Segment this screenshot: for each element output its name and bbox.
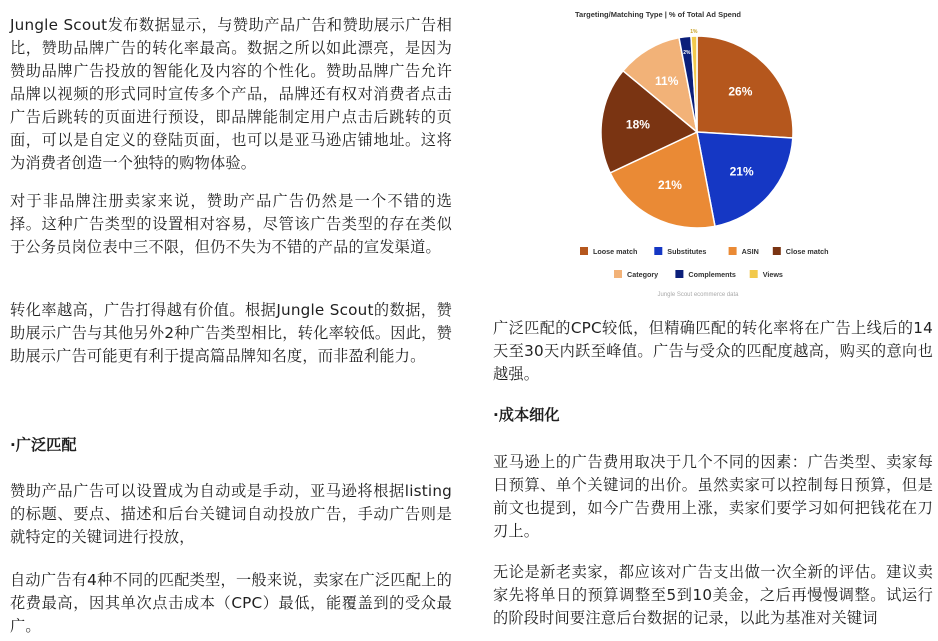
pie-label-complements: 2% — [683, 49, 691, 56]
legend-swatch-close-match — [773, 247, 781, 255]
legend-label-views: Views — [762, 270, 783, 279]
legend-swatch-category — [614, 270, 622, 278]
legend-label-complements: Complements — [688, 270, 736, 279]
legend-swatch-complements — [675, 270, 683, 278]
legend-label-loose-match: Loose match — [593, 247, 638, 256]
pie-label-category: 11% — [655, 73, 679, 88]
pie-label-views: 1% — [690, 29, 698, 36]
legend-swatch-asin — [729, 247, 737, 255]
chart-title: Targeting/Matching Type | % of Total Ad Spend — [575, 10, 741, 19]
legend-swatch-views — [750, 270, 758, 278]
pie-label-loose-match: 26% — [728, 84, 753, 99]
chart-source: Jungle Scout ecommerce data — [657, 292, 739, 298]
pie-label-close-match: 18% — [625, 117, 650, 132]
pie-chart-svg — [560, 0, 846, 300]
legend-label-close-match: Close match — [785, 247, 829, 256]
legend-label-substitutes: Substitutes — [667, 247, 707, 256]
pie-slices — [601, 29, 793, 228]
ad-spend-pie-chart — [560, 0, 846, 300]
paragraph-match-types: 自动广告有4种不同的匹配类型，一般来说，卖家在广泛匹配上的花费最高，因其单次点击成本（CPC）最低，能覆盖到的受众最广。 — [10, 571, 452, 635]
paragraph-auto-manual: 赞助产品广告可以设置成为自动或是手动，亚马逊将根据listing的标题、要点、描述和后台关键词自动投放广告，手动广告则是就特定的关键词进行投放， — [10, 482, 452, 546]
paragraph-non-brand-sellers: 对于非品牌注册卖家来说，赞助产品广告仍然是一个不错的选择。这种广告类型的设置相对容易，尽管该广告类型的存在类似于公务员岗位表中三不限，但仍不失为不错的产品的宣发渠道。 — [10, 192, 452, 256]
paragraph-cpc-exact-match: 广泛匹配的CPC较低，但精确匹配的转化率将在广告上线后的14天至30天内跃至峰值。广告与受众的匹配度越高，购买的意向也越强。 — [493, 319, 933, 383]
paragraph-budget-evaluation: 无论是新老卖家，都应该对广告支出做一次全新的评估。建议卖家先将单日的预算调整至5到10美金，之后再慢慢调整。试运行的阶段时间要注意后台数据的记录，以此为基准对关键词 — [493, 563, 933, 627]
legend-swatch-substitutes — [654, 247, 662, 255]
paragraph-ad-cost-factors: 亚马逊上的广告费用取决于几个不同的因素：广告类型、卖家每日预算、单个关键词的出价。虽然卖家可以控制每日预算，但是前文也提到，如今广告费用上涨，卖家们要学习如何把钱花在刀刃上。 — [493, 453, 933, 540]
chart-legend — [580, 247, 829, 279]
paragraph-conversion-rate: 转化率越高，广告打得越有价值。根据Jungle Scout的数据，赞助展示广告与其他另外2种广告类型相比，转化率较低。因此，赞助展示广告可能更有利于提高篇品牌知名度，而非盈利能力。 — [10, 301, 452, 365]
paragraph-sponsored-brands: Jungle Scout发布数据显示，与赞助产品广告和赞助展示广告相比，赞助品牌广告的转化率最高。数据之所以如此漂亮，是因为赞助品牌广告投放的智能化及内容的个性化。赞助品牌广告允许品牌以视频的形式同时宣传多个产品，品牌还有权对消费者点击广告后跳转的页面进行预设，即品牌能制定用户点击后跳转的页面，可以是自定义的登陆页面，也可以是亚马逊店铺地址。这将为消费者创造一个独特的购物体验。 — [10, 16, 452, 172]
heading-cost-refinement: ·成本细化 — [493, 406, 560, 424]
legend-label-asin: ASIN — [741, 247, 759, 256]
legend-label-category: Category — [627, 270, 659, 279]
legend-swatch-loose-match — [580, 247, 588, 255]
pie-label-substitutes: 21% — [729, 164, 754, 179]
heading-broad-match: ·广泛匹配 — [10, 436, 77, 454]
pie-label-asin: 21% — [657, 178, 682, 193]
